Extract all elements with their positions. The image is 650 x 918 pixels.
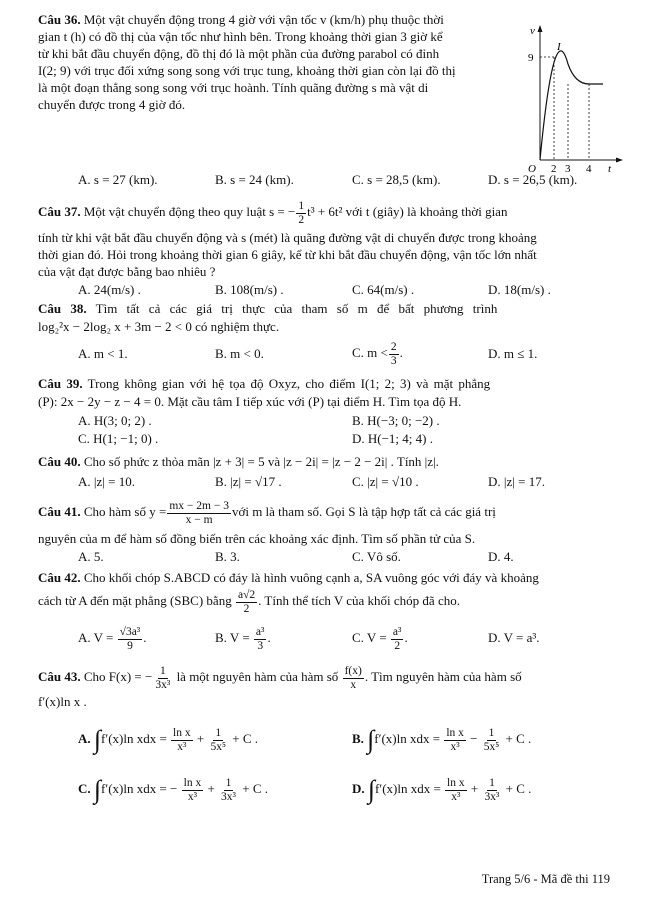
x-axis-arrow — [616, 158, 623, 163]
integral-symbol: ∫ — [93, 725, 102, 755]
q41-fraction: $\frac{mx - 2m - 3}{x - m}$ — [169, 499, 229, 526]
q38-option-b[interactable]: B. m < 0. — [215, 346, 264, 361]
q37-option-d[interactable]: D. 18(m/s) . — [488, 282, 551, 297]
y-axis-label: v — [530, 25, 535, 37]
q39-option-d[interactable]: D. H(−1; 4; 4) . — [352, 431, 433, 446]
q42-option-b[interactable]: B. V = $\frac{\text{a³}}{3}$ . — [215, 625, 271, 652]
x-axis-label: t — [608, 163, 612, 172]
q37-label: Câu 37. — [38, 204, 81, 219]
q40-label: Câu 40. — [38, 454, 81, 469]
q36-option-a[interactable]: A. s = 27 (km). — [78, 172, 158, 187]
x-tick-3: 3 — [565, 163, 571, 172]
q43-option-b[interactable]: B. ∫f′(x)ln xdx = $\frac{\text{ln x}}{\text{x³}}$ − $\frac{1}{\text{5x⁵}}$ + C . — [352, 725, 532, 755]
q37-option-a[interactable]: A. 24(m/s) . — [78, 282, 141, 297]
q40-line-1: Câu 40. Cho số phức z thỏa mãn |z + 3| = 5 và |z − 2i| = |z − 2 − 2i| . Tính |z|. — [38, 454, 439, 469]
q39-line-2: (P): 2x − 2y − z − 4 = 0. Mặt cầu tâm I tiếp xúc với (P) tại điểm H. Tìm tọa độ H. — [38, 394, 462, 409]
q42-fraction: $\frac{a√2}{2}$ — [237, 588, 256, 615]
q38-option-a[interactable]: A. m < 1. — [78, 346, 128, 361]
q39-label: Câu 39. — [38, 376, 83, 391]
q38-option-c-fraction: $\frac{2}{3}$ — [390, 340, 397, 367]
q42-line-2: cách từ A đến mặt phẳng (SBC) bằng $\frac{a√2}{2}$ . Tính thể tích V của khối chóp đã cho. — [38, 588, 460, 615]
q42-line-1: Câu 42. Cho khối chóp S.ABCD có đáy là hình vuông cạnh a, SA vuông góc với đáy và khoảng — [38, 570, 539, 585]
q36-option-c[interactable]: C. s = 28,5 (km). — [352, 172, 441, 187]
q38-line-1: Câu 38. Tìm tất cả các giá trị thực của tham số m để bất phương trình — [38, 301, 498, 316]
q42-option-c[interactable]: C. V = $\frac{\text{a³}}{2}$ . — [352, 625, 408, 652]
q43-label: Câu 43. — [38, 669, 81, 684]
q42-option-d[interactable]: D. V = a³. — [488, 630, 540, 645]
q41-option-c[interactable]: C. Vô số. — [352, 549, 401, 564]
q39-option-b[interactable]: B. H(−3; 0; −2) . — [352, 413, 440, 428]
q41-line-2: nguyên của m để hàm số đồng biến trên các khoảng xác định. Tìm số phần tử của S. — [38, 531, 476, 546]
q38-label: Câu 38. — [38, 301, 87, 316]
q37-line-1: Câu 37. Một vật chuyển động theo quy luật s = − $\frac{1}{2}$ t³ + 6t² với t (giây) là khoảng thời gian — [38, 199, 508, 226]
q36-line-3: từ khi bắt đầu chuyển động, đồ thị đó là một phần của đường parabol có đỉnh — [38, 46, 440, 61]
q40-option-b[interactable]: B. |z| = √17 . — [215, 474, 282, 489]
velocity-graph — [525, 22, 625, 172]
q36-label: Câu 36. — [38, 12, 81, 27]
q37-fraction: $\frac{1}{2}$ — [298, 199, 305, 226]
q40-option-c[interactable]: C. |z| = √10 . — [352, 474, 419, 489]
q36-line-5: là một đoạn thẳng song song với trục hoành. Tính quãng đường s mà vật di — [38, 80, 429, 95]
q38-option-c[interactable]: C. m < $\frac{2}{3}$ . — [352, 340, 403, 367]
q36-line-4: I(2; 9) với trục đối xứng song song với trục tung, khoảng thời gian còn lại đồ thị — [38, 63, 456, 78]
vertex-label: I — [557, 41, 561, 53]
q36-option-d[interactable]: D. s = 26,5 (km). — [488, 172, 578, 187]
page-footer: Trang 5/6 - Mã đề thi 119 — [481, 872, 610, 886]
q40-option-d[interactable]: D. |z| = 17. — [488, 474, 545, 489]
q37-line-3: thời gian đó. Hỏi trong khoảng thời gian 6 giây, kể từ khi bắt đầu chuyển động, vận tốc lớn nhất — [38, 247, 537, 262]
q39-option-a[interactable]: A. H(3; 0; 2) . — [78, 413, 152, 428]
q41-label: Câu 41. — [38, 504, 81, 519]
q43-option-c[interactable]: C. ∫f′(x)ln xdx = − $\frac{\text{ln x}}{\text{x³}}$ + $\frac{1}{\text{3x³}}$ + C . — [78, 775, 269, 805]
q39-option-c[interactable]: C. H(1; −1; 0) . — [78, 431, 159, 446]
integral-symbol: ∫ — [93, 775, 102, 805]
integral-symbol: ∫ — [367, 725, 375, 755]
q38-line-2: log₂²x − 2log₂ x + 3m − 2 < 0 có nghiệm thực. — [38, 319, 280, 334]
y-axis-arrow — [538, 25, 543, 32]
y-tick-9: 9 — [528, 52, 534, 64]
q37-option-b[interactable]: B. 108(m/s) . — [215, 282, 284, 297]
q36-option-b[interactable]: B. s = 24 (km). — [215, 172, 294, 187]
q37-option-c[interactable]: C. 64(m/s) . — [352, 282, 415, 297]
origin-label: O — [528, 163, 536, 172]
q37-line-2: tính từ khi vật bắt đầu chuyển động và s (mét) là quãng đường vật di chuyển được trong khoảng — [38, 230, 537, 245]
q36-line-1: Câu 36. Một vật chuyển động trong 4 giờ với vận tốc v (km/h) phụ thuộc thời — [38, 12, 444, 27]
integral-symbol: ∫ — [367, 775, 376, 805]
q39-line-1: Câu 39. Trong không gian với hệ tọa độ Oxyz, cho điểm I(1; 2; 3) và mặt phẳng — [38, 376, 491, 391]
q43-option-d[interactable]: D. ∫f′(x)ln xdx = $\frac{\text{ln x}}{\text{x³}}$ + $\frac{1}{\text{3x³}}$ + C . — [352, 775, 532, 805]
x-tick-4: 4 — [586, 163, 592, 172]
q38-option-d[interactable]: D. m ≤ 1. — [488, 346, 538, 361]
q36-line-2: gian t (h) có đồ thị của vận tốc như hình bên. Trong khoảng thời gian 3 giờ kể — [38, 29, 443, 44]
q42-label: Câu 42. — [38, 570, 81, 585]
q41-line-1: Câu 41. Cho hàm số y = $\frac{mx - 2m - 3}{x - m}$ với m là tham số. Gọi S là tập hợp tất cả các giá trị — [38, 499, 496, 526]
q43-option-a[interactable]: A. ∫f′(x)ln xdx = $\frac{\text{ln x}}{\text{x³}}$ + $\frac{1}{\text{5x⁵}}$ + C . — [78, 725, 258, 755]
q42-option-a[interactable]: A. V = $\frac{\text{√3a³}}{9}$ . — [78, 625, 147, 652]
q43-line-2: f′(x)ln x . — [38, 694, 87, 709]
velocity-curve — [540, 51, 603, 160]
q40-option-a[interactable]: A. |z| = 10. — [78, 474, 135, 489]
x-tick-2: 2 — [551, 163, 557, 172]
q37-line-4: của vật đạt được bằng bao nhiêu ? — [38, 264, 216, 279]
q43-line-1: Câu 43. Cho F(x) = − $\frac{1}{\text{3x³}}$ là một nguyên hàm của hàm số $\frac{f(x)}{x}$ . Tìm nguyên hàm của hàm số — [38, 664, 522, 691]
q41-option-a[interactable]: A. 5. — [78, 549, 104, 564]
q41-option-d[interactable]: D. 4. — [488, 549, 514, 564]
q36-line-6: chuyển được trong 4 giờ đó. — [38, 97, 186, 112]
q41-option-b[interactable]: B. 3. — [215, 549, 240, 564]
